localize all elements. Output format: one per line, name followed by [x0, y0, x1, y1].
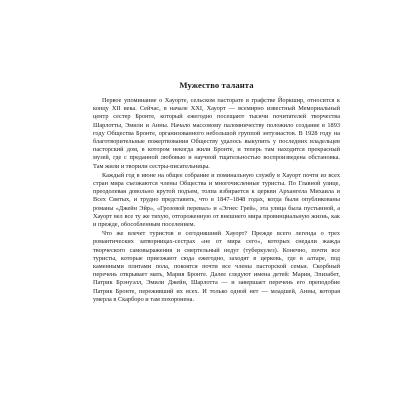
- paragraph-1: Первое упоминание о Хауорте, сельском пасторате в графстве Йоркшир, относится к концу XII века. Сейчас, в начале XXI, Хауорт — всемирно известный Мемориальный центр сестер Бронте, который ежегодно посещают тысячи почитателей творчества Шарлотты, Эмили и Анны. Начало массовому паломничеству положило создание в 1893 году Общества Бронте, организованного небольшой группой энтузиастов. В 1928 году на благотворительные пожертвования Обществу удалось выкупить у последних владельцев пасторский дом, в котором некогда жили Бронте, и теперь там находится прекрасный музей, где с преданной любовью и научной тщательностью воспроизведена обстановка. Там жили и творили сестры-писательницы.: [93, 97, 340, 170]
- paragraph-3: Что же влечет туристов в сегодняшний Хауорт? Прежде всего легенда о трех романтических затворницах-сестрах «не от мира сего», которых снедали жажда творческого самовыражения и смертельный недуг (туберкулез). Конечно, почти все туристы, которые приезжают сюда ежегодно, заходят в церковь, где в алтаре, под каменными плитами пола, покоятся почти все члены пасторской семьи. Скорбный перечень открывает мать, Мария Бронте. Далее следуют имена детей: Мария, Элизабет, Патрик Брэнуэлл, Эмили Джейн, Шарлотта — и завершает перечень его преподобие Патрик Бронте, переживший их всех. И только одной нет — младшей, Анны, которая умерла в Скарборо и там похоронена.: [93, 230, 340, 303]
- chapter-title: Мужество таланта: [179, 80, 254, 90]
- page-content: [93, 80, 340, 305]
- paragraph-2: Каждый год в июне на общее собрание и поминальную службу в Хауорт почти из всех стран мира съезжаются члены Общества и многочисленные туристы. По Главной улице, преодолевая довольно крутой подъем, толпа взбирается к церкви Архангела Михаила и Всех Святых, и трудно представить, что в 1847–1848 годах, когда были опубликованы романы «Джейн Эйр», «Грозовой перевал» и «Эгнес Грей», эта улица была пустынной, а Хауорт вел все ту же тихую, отгороженную от внешнего мира провинциальную жизнь, как и прежде, обособленным поселением.: [93, 171, 340, 229]
